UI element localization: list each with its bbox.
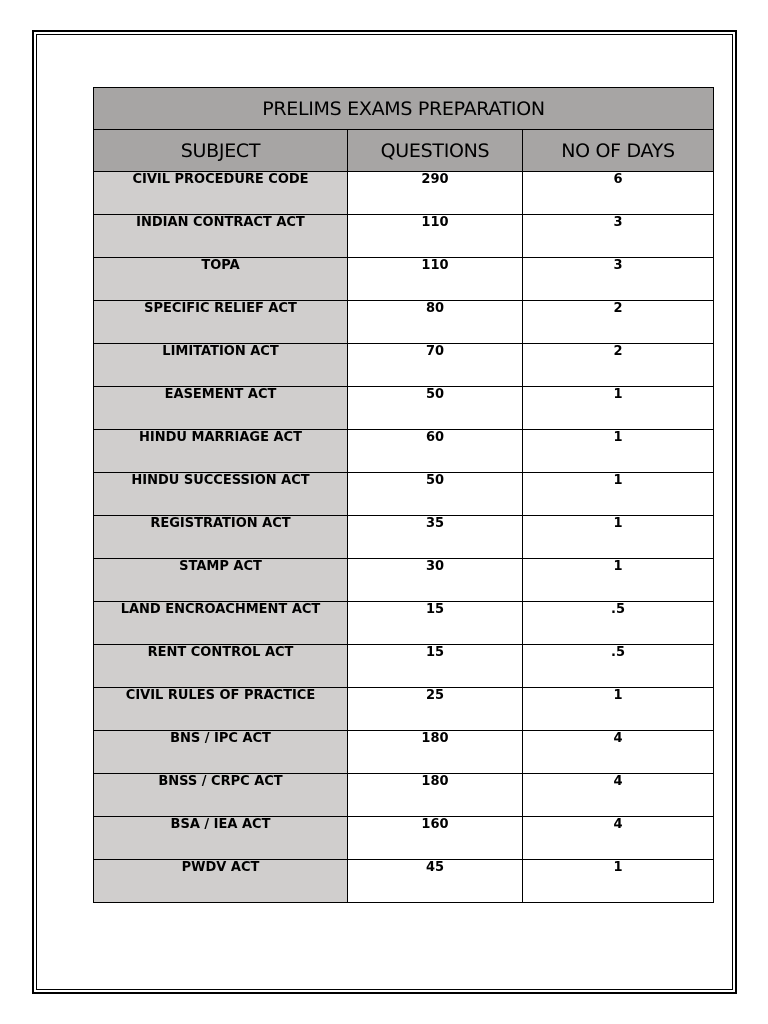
prelims-preparation-table — [93, 87, 714, 903]
days-cell: 1 — [523, 430, 714, 473]
subject-cell: TOPA — [94, 258, 348, 301]
questions-cell: 30 — [348, 559, 523, 602]
questions-cell: 80 — [348, 301, 523, 344]
subject-cell: RENT CONTROL ACT — [94, 645, 348, 688]
column-header-subject: SUBJECT — [94, 130, 348, 172]
questions-cell: 70 — [348, 344, 523, 387]
table-row — [94, 860, 714, 903]
subject-cell: REGISTRATION ACT — [94, 516, 348, 559]
days-cell: 1 — [523, 860, 714, 903]
questions-cell: 35 — [348, 516, 523, 559]
questions-cell: 180 — [348, 774, 523, 817]
table-row — [94, 774, 714, 817]
questions-cell: 25 — [348, 688, 523, 731]
table-row — [94, 559, 714, 602]
days-cell: 4 — [523, 731, 714, 774]
table-row — [94, 344, 714, 387]
questions-cell: 290 — [348, 172, 523, 215]
column-header-questions: QUESTIONS — [348, 130, 523, 172]
subject-cell: BSA / IEA ACT — [94, 817, 348, 860]
subject-cell: EASEMENT ACT — [94, 387, 348, 430]
table-row — [94, 516, 714, 559]
days-cell: 1 — [523, 688, 714, 731]
days-cell: 3 — [523, 215, 714, 258]
days-cell: 4 — [523, 817, 714, 860]
questions-cell: 110 — [348, 258, 523, 301]
days-cell: 2 — [523, 301, 714, 344]
subject-cell: BNS / IPC ACT — [94, 731, 348, 774]
days-cell: 3 — [523, 258, 714, 301]
column-header-days: NO OF DAYS — [523, 130, 714, 172]
table-row — [94, 301, 714, 344]
table-body — [94, 172, 714, 903]
subject-cell: STAMP ACT — [94, 559, 348, 602]
table-row — [94, 172, 714, 215]
table-row — [94, 731, 714, 774]
days-cell: 1 — [523, 387, 714, 430]
questions-cell: 45 — [348, 860, 523, 903]
days-cell: .5 — [523, 645, 714, 688]
subject-cell: CIVIL RULES OF PRACTICE — [94, 688, 348, 731]
table-title: PRELIMS EXAMS PREPARATION — [94, 88, 714, 130]
days-cell: 1 — [523, 516, 714, 559]
subject-cell: INDIAN CONTRACT ACT — [94, 215, 348, 258]
questions-cell: 50 — [348, 387, 523, 430]
questions-cell: 50 — [348, 473, 523, 516]
subject-cell: HINDU SUCCESSION ACT — [94, 473, 348, 516]
subject-cell: HINDU MARRIAGE ACT — [94, 430, 348, 473]
subject-cell: SPECIFIC RELIEF ACT — [94, 301, 348, 344]
table-row — [94, 688, 714, 731]
table-row — [94, 645, 714, 688]
days-cell: .5 — [523, 602, 714, 645]
days-cell: 1 — [523, 559, 714, 602]
table-row — [94, 602, 714, 645]
questions-cell: 160 — [348, 817, 523, 860]
subject-cell: BNSS / CRPC ACT — [94, 774, 348, 817]
subject-cell: LIMITATION ACT — [94, 344, 348, 387]
table-row — [94, 258, 714, 301]
days-cell: 1 — [523, 473, 714, 516]
table-row — [94, 387, 714, 430]
table-row — [94, 215, 714, 258]
subject-cell: CIVIL PROCEDURE CODE — [94, 172, 348, 215]
table-row — [94, 817, 714, 860]
questions-cell: 110 — [348, 215, 523, 258]
subject-cell: PWDV ACT — [94, 860, 348, 903]
table-row — [94, 430, 714, 473]
table-row — [94, 473, 714, 516]
questions-cell: 180 — [348, 731, 523, 774]
days-cell: 6 — [523, 172, 714, 215]
days-cell: 4 — [523, 774, 714, 817]
questions-cell: 15 — [348, 602, 523, 645]
questions-cell: 15 — [348, 645, 523, 688]
questions-cell: 60 — [348, 430, 523, 473]
subject-cell: LAND ENCROACHMENT ACT — [94, 602, 348, 645]
days-cell: 2 — [523, 344, 714, 387]
